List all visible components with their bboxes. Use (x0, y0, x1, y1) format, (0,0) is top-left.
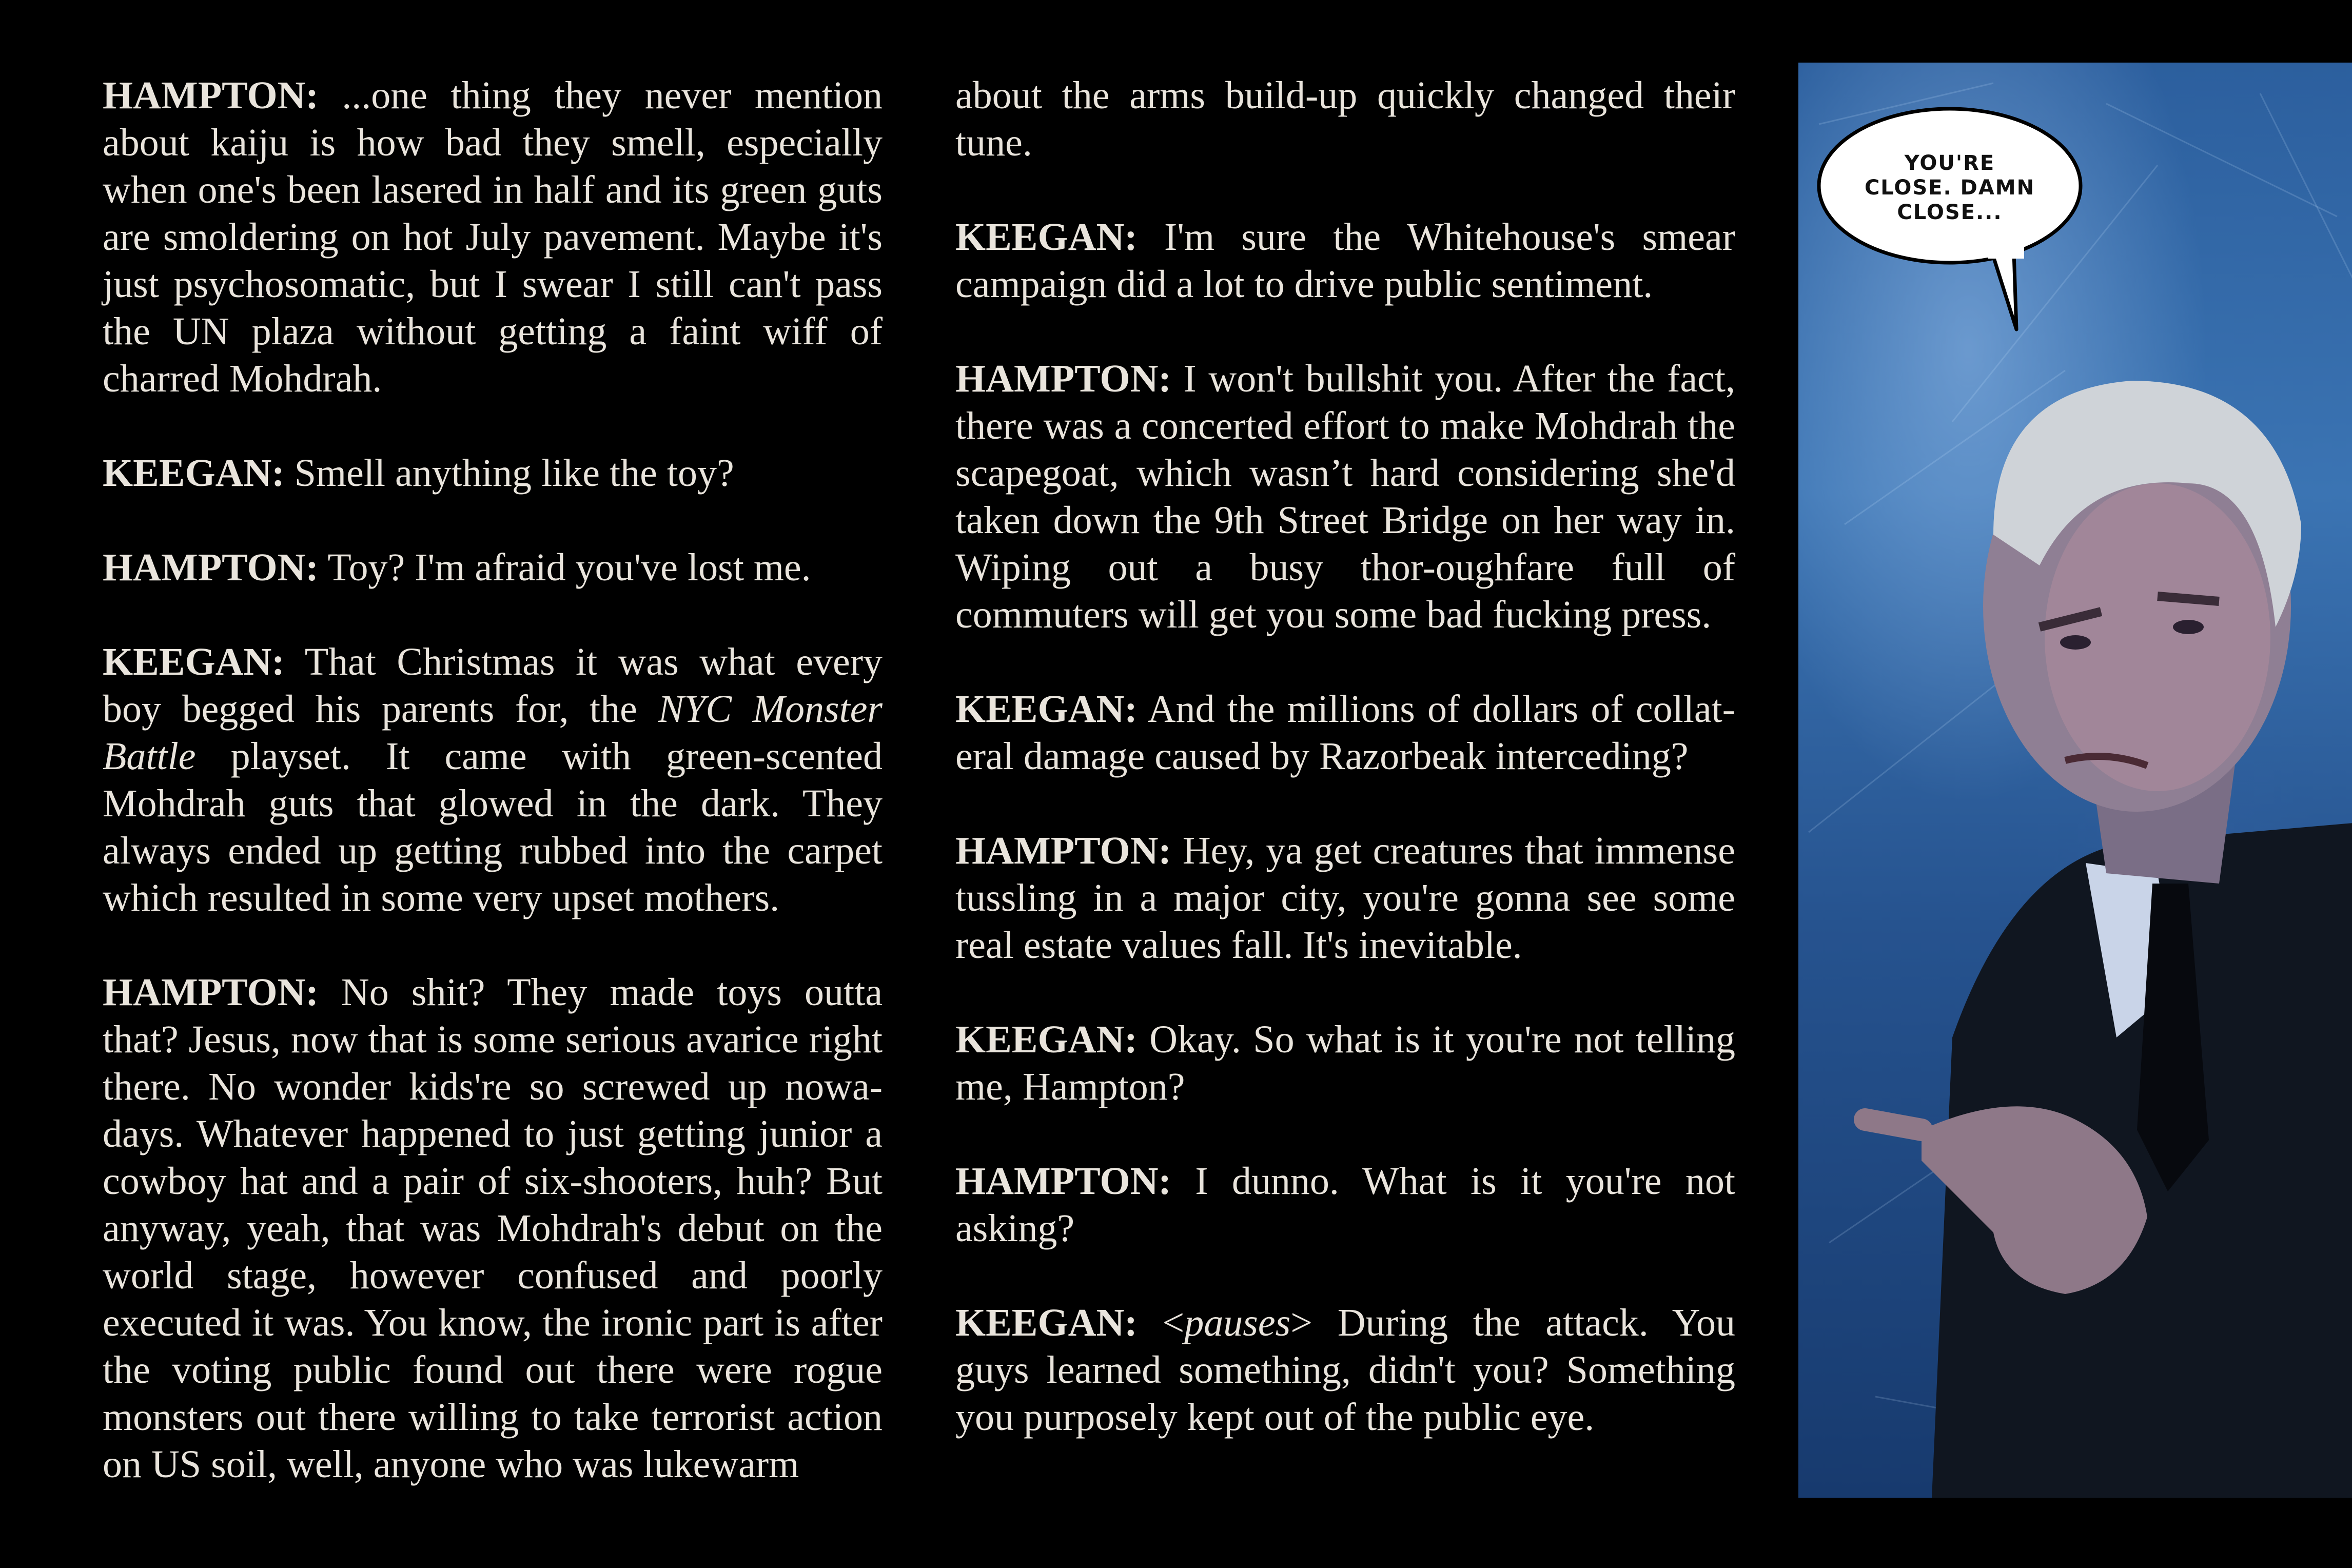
middle-text-column (955, 72, 1735, 1488)
italic-stage-direction: pauses (1184, 1301, 1291, 1344)
dialogue-text: playset. It came with green-scented Mohdrah guts that glowed in the dark. They always ended up getting rubbed into the carpet which resulted in some very upset mothers. (103, 735, 883, 919)
dialogue-paragraph (955, 213, 1735, 308)
dialogue-paragraph (955, 355, 1735, 638)
speaker-label: HAMPTON: (103, 74, 319, 117)
dialogue-paragraph (103, 544, 883, 591)
balloon-line: CLOSE... (1897, 201, 2003, 224)
dialogue-text: I dunno. What is it you're not asking? (955, 1160, 1735, 1250)
balloon-line: YOU'RE (1904, 151, 1995, 175)
speaker-label: KEEGAN: (103, 452, 285, 495)
dialogue-paragraph (955, 1299, 1735, 1441)
dialogue-paragraph (955, 1016, 1735, 1110)
dialogue-text: No shit? They made toys outta that? Jesus, now that is some serious avarice right there. No wonder kids're so screwed up nowa-days. Whatever happened to just getting junior a cowboy hat and a pair of six-shooters, huh? But anyway, yeah, that was Mohdrah's debut on the world stage, however confused and poorly executed it was. You know, the ironic part is after the voting public found out there were rogue monsters out there willing to take terrorist action on US soil, well, anyone who was lukewarm (103, 971, 883, 1486)
balloon-text (1829, 151, 2070, 225)
dialogue-text: That Christmas it was what every boy begged his parents for, the (103, 640, 883, 731)
dialogue-paragraph (103, 638, 883, 922)
dialogue-paragraph (955, 1158, 1735, 1252)
dialogue-paragraph (955, 827, 1735, 969)
comic-panel (1798, 63, 2352, 1498)
dialogue-text: about the arms build-up quickly changed their tune. (955, 74, 1735, 164)
dialogue-text: And the millions of dollars of collat-eral damage caused by Razorbeak interceding? (955, 688, 1735, 778)
dialogue-text: I'm sure the Whitehouse's smear campaign did a lot to drive public sentiment. (955, 215, 1735, 306)
dialogue-text: I won't bullshit you. After the fact, there was a concerted effort to make Mohdrah the scapegoat, which wasn’t hard considering she'd taken down the 9th Street Bridge on her way in. Wiping out a busy thor-oughfare full of commuters will get you some bad fucking press. (955, 357, 1735, 636)
balloon-line: CLOSE. DAMN (1864, 176, 2035, 200)
dialogue-text: < (1137, 1301, 1185, 1344)
left-text-column (103, 72, 883, 1535)
speaker-label: KEEGAN: (955, 688, 1138, 731)
speaker-label: HAMPTON: (103, 546, 319, 589)
italic-title: NYC Monster Battle (103, 688, 883, 778)
speaker-label: HAMPTON: (103, 971, 319, 1014)
dialogue-text: ...one thing they never mention about kaiju is how bad they smell, especially when one's been lasered in half and its green guts are smoldering on hot July pavement. Maybe it's just psychosomatic, but I swear I still can't pass the UN plaza without getting a faint wiff of charred Mohdrah. (103, 74, 883, 400)
dialogue-paragraph (103, 969, 883, 1488)
speaker-label: KEEGAN: (103, 640, 285, 683)
speaker-label: HAMPTON: (955, 1160, 1171, 1203)
speaker-label: KEEGAN: (955, 1301, 1138, 1344)
speaker-label: KEEGAN: (955, 215, 1138, 259)
panel-artwork (1798, 63, 2352, 1498)
dialogue-text: Hey, ya get creatures that immense tussling in a major city, you're gonna see some real estate values fall. It's inevitable. (955, 829, 1735, 967)
dialogue-paragraph (103, 449, 883, 497)
speaker-label: KEEGAN: (955, 1018, 1138, 1061)
speaker-label: HAMPTON: (955, 357, 1171, 400)
dialogue-text: Smell anything like the toy? (284, 452, 734, 495)
dialogue-paragraph (955, 685, 1735, 780)
speaker-label: HAMPTON: (955, 829, 1171, 872)
dialogue-text: Toy? I'm afraid you've lost me. (318, 546, 811, 589)
dialogue-paragraph (955, 72, 1735, 166)
dialogue-text: Okay. So what is it you're not telling me, Hampton? (955, 1018, 1735, 1108)
dialogue-paragraph (103, 72, 883, 402)
dialogue-text: > During the attack. You guys learned something, didn't you? Something you purposely kept out of the public eye. (955, 1301, 1735, 1439)
